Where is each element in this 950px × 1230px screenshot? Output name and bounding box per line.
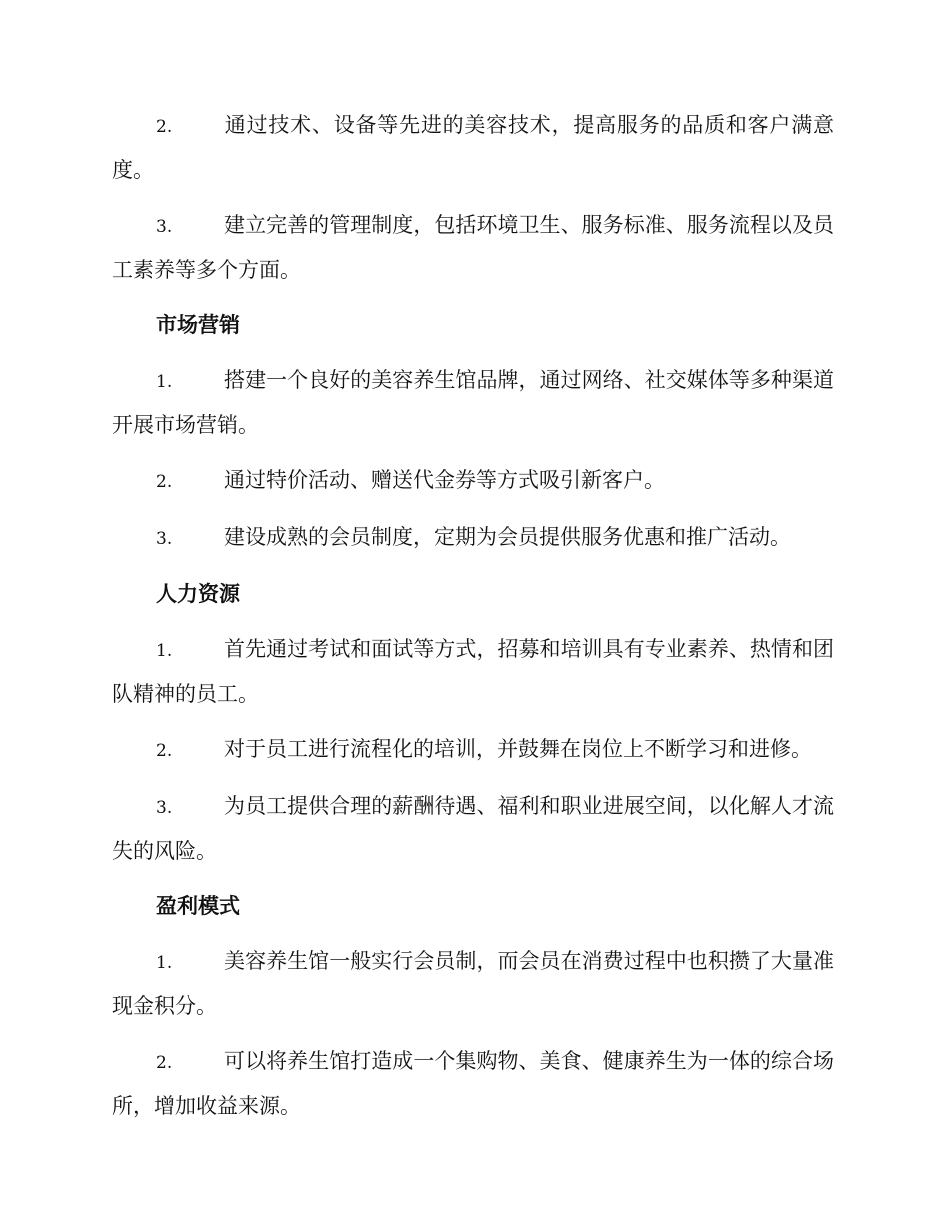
item-number: 3.: [156, 529, 173, 549]
item-text: 通过技术、设备等先进的美容技术，提高服务的品质和客户满意度。: [112, 113, 834, 182]
item-number: 3.: [156, 798, 173, 818]
section-heading-profit-model: 盈利模式: [156, 894, 240, 918]
list-item: [112, 516, 834, 561]
item-number: 2.: [156, 472, 173, 492]
list-item: [112, 628, 834, 716]
document-content: [112, 104, 834, 1140]
list-item: [112, 204, 834, 292]
item-text: 建立完善的管理制度，包括环境卫生、服务标准、服务流程以及员工素养等多个方面。: [112, 213, 834, 282]
item-number: 1.: [156, 641, 173, 661]
list-item: [112, 359, 834, 447]
item-number: 3.: [156, 217, 173, 237]
item-number: 1.: [156, 372, 173, 392]
item-text: 为员工提供合理的薪酬待遇、福利和职业进展空间，以化解人才流失的风险。: [112, 794, 834, 863]
list-item: [112, 785, 834, 873]
item-text: 可以将养生馆打造成一个集购物、美食、健康养生为一体的综合场所，增加收益来源。: [112, 1049, 834, 1118]
section-heading-human-resources: 人力资源: [156, 582, 240, 606]
item-number: 2.: [156, 117, 173, 137]
item-text: 通过特价活动、赠送代金券等方式吸引新客户。: [224, 468, 665, 492]
item-number: 1.: [156, 953, 173, 973]
item-text: 对于员工进行流程化的培训，并鼓舞在岗位上不断学习和进修。: [224, 737, 812, 761]
item-text: 搭建一个良好的美容养生馆品牌，通过网络、社交媒体等多种渠道开展市场营销。: [112, 368, 834, 437]
list-item: [112, 459, 834, 504]
list-item: [112, 1040, 834, 1128]
item-number: 2.: [156, 741, 173, 761]
item-number: 2.: [156, 1053, 173, 1073]
list-item: [112, 728, 834, 773]
section-heading-marketing: 市场营销: [156, 313, 240, 337]
item-text: 建设成熟的会员制度，定期为会员提供服务优惠和推广活动。: [224, 525, 791, 549]
list-item: [112, 104, 834, 192]
item-text: 美容养生馆一般实行会员制，而会员在消费过程中也积攒了大量准现金积分。: [112, 949, 834, 1018]
item-text: 首先通过考试和面试等方式，招募和培训具有专业素养、热情和团队精神的员工。: [112, 637, 834, 706]
list-item: [112, 940, 834, 1028]
